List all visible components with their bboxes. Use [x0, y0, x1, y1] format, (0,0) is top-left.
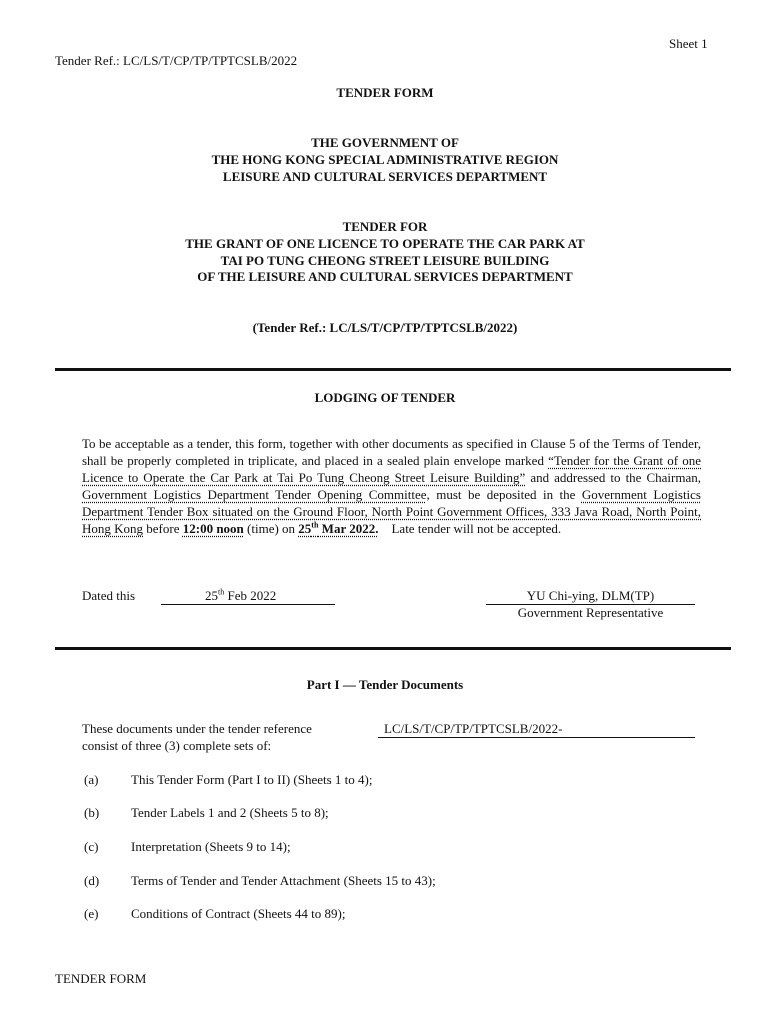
divider-top: [55, 368, 731, 371]
tender-line-3: TAI PO TUNG CHEONG STREET LEISURE BUILDING: [220, 253, 550, 268]
part1-intro-line-2: consist of three (3) complete sets of:: [82, 738, 272, 753]
tender-line-1: TENDER FOR: [342, 219, 428, 234]
part1-heading: Part I — Tender Documents: [306, 677, 464, 692]
deadline-day-suffix: th: [311, 520, 319, 530]
representative-title: Government Representative: [517, 605, 664, 620]
lodging-text-4: before: [143, 521, 183, 536]
representative-name: YU Chi-ying, DLM(TP): [486, 588, 695, 605]
gov-line-2: THE HONG KONG SPECIAL ADMINISTRATIVE REGION: [211, 152, 559, 167]
item-letter-e: (e): [84, 906, 99, 921]
deadline-month-year: Mar 2022.: [318, 521, 379, 536]
item-letter-a: (a): [84, 772, 99, 787]
item-letter-d: (d): [84, 873, 100, 888]
part1-reference-field: LC/LS/T/CP/TP/TPTCSLB/2022-: [378, 721, 695, 738]
tender-ref-title: (Tender Ref.: LC/LS/T/CP/TP/TPTCSLB/2022): [252, 320, 518, 335]
item-text-c: Interpretation (Sheets 9 to 14);: [131, 839, 291, 854]
item-letter-c: (c): [84, 839, 99, 854]
footer-label: TENDER FORM: [55, 971, 147, 986]
lodging-text-5: (time) on: [243, 521, 299, 536]
item-text-e: Conditions of Contract (Sheets 44 to 89);: [131, 906, 346, 921]
deadline-date: [298, 521, 378, 536]
sheet-number: Sheet 1: [669, 36, 708, 51]
item-text-b: Tender Labels 1 and 2 (Sheets 5 to 8);: [131, 805, 329, 820]
lodging-paragraph: [82, 435, 701, 537]
tender-line-2: THE GRANT OF ONE LICENCE TO OPERATE THE CAR PARK AT: [185, 236, 585, 251]
item-text-d: Terms of Tender and Tender Attachment (Sheets 15 to 43);: [131, 873, 436, 888]
late-tender-note: Late tender will not be accepted.: [391, 521, 562, 536]
dated-label: Dated this: [82, 588, 136, 603]
deadline-time: 12:00 noon: [182, 521, 244, 536]
item-letter-b: (b): [84, 805, 100, 820]
gov-line-1: THE GOVERNMENT OF: [311, 135, 459, 150]
dated-day: 25: [205, 588, 218, 603]
form-title: TENDER FORM: [336, 85, 434, 100]
part1-intro-line-1: These documents under the tender reference: [82, 721, 312, 736]
lodging-text-3: , must be deposited in the: [426, 487, 582, 502]
lodging-text-1: To be acceptable as a tender, this form, together with other documents as specified in Clause 5 of the Terms of Tender, shall be properly completed in triplicate, and placed in a sealed plain envelope marked: [82, 436, 701, 468]
deadline-day: 25: [298, 521, 312, 536]
lodging-heading: LODGING OF TENDER: [314, 390, 456, 405]
tender-box-location: Government Logistics Department Tender Box situated on the Ground Floor, North Point Government Offices, 333 Java Road, North Point, Hong Kong: [82, 487, 701, 536]
tender-ref-header: Tender Ref.: LC/LS/T/CP/TP/TPTCSLB/2022: [55, 53, 298, 68]
dated-month-year: Feb 2022: [224, 588, 277, 603]
envelope-marking: “Tender for the Grant of one Licence to Operate the Car Park at Tai Po Tung Cheong Street Leisure Building”: [82, 453, 701, 485]
dated-value: [161, 588, 335, 605]
committee-name: Government Logistics Department Tender Opening Committee: [82, 487, 427, 502]
divider-middle: [55, 647, 731, 650]
dated-day-suffix: th: [218, 587, 225, 597]
item-text-a: This Tender Form (Part I to II) (Sheets 1 to 4);: [131, 772, 373, 787]
tender-line-4: OF THE LEISURE AND CULTURAL SERVICES DEPARTMENT: [197, 269, 573, 284]
lodging-text-2: and addressed to the Chairman,: [525, 470, 701, 485]
gov-line-3: LEISURE AND CULTURAL SERVICES DEPARTMENT: [222, 169, 548, 184]
